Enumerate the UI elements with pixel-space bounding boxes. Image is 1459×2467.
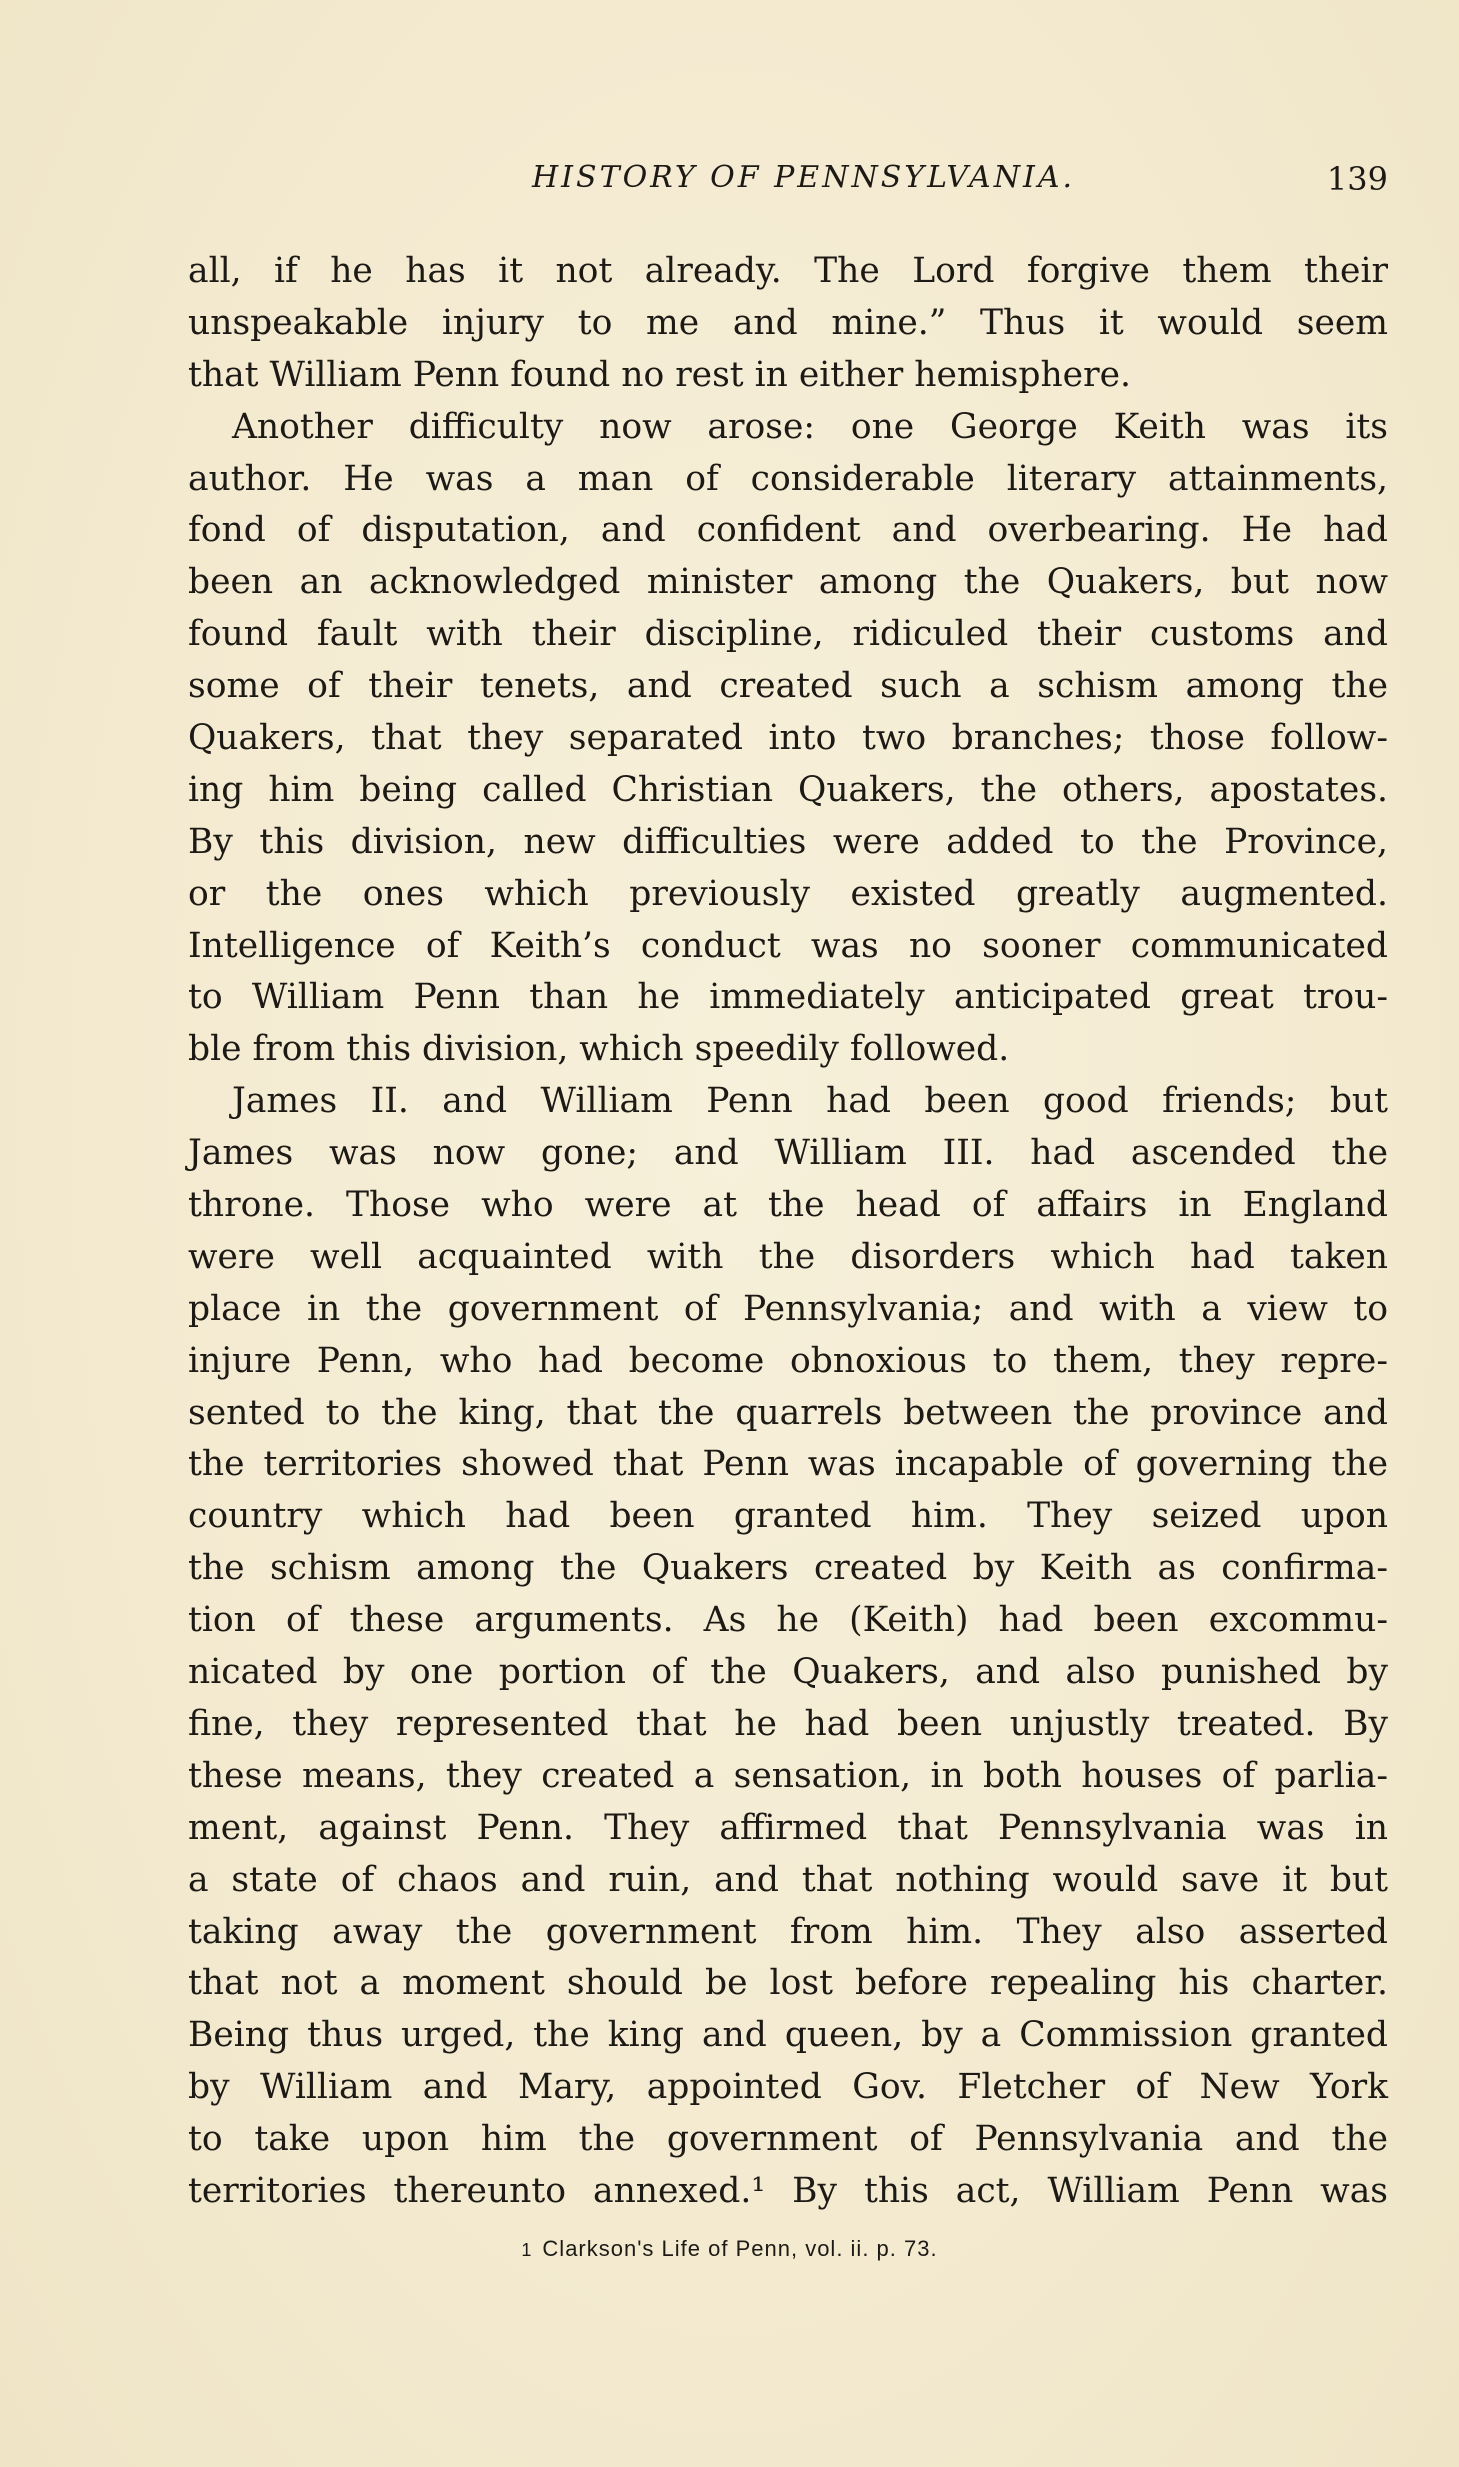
footnote: [0, 2236, 1459, 2262]
text-line: been an acknowledged minister among the Quakers, but now: [188, 562, 1388, 603]
text-line: the territories showed that Penn was incapable of governing the: [188, 1444, 1388, 1485]
text-line: some of their tenets, and created such a schism among the: [188, 666, 1388, 707]
text-line: tion of these arguments. As he (Keith) had been excommu-: [188, 1600, 1388, 1641]
text-line: Intelligence of Keith’s conduct was no sooner communicated: [188, 925, 1388, 966]
text-line: James was now gone; and William III. had ascended the: [188, 1133, 1388, 1174]
text-line: that William Penn found no rest in either hemisphere.: [188, 354, 1131, 395]
text-line: were well acquainted with the disorders which had taken: [188, 1236, 1388, 1277]
text-line: Quakers, that they separated into two branches; those follow-: [188, 718, 1388, 759]
text-line: ble from this division, which speedily followed.: [188, 1029, 1010, 1070]
text-line: the schism among the Quakers created by Keith as confirma-: [188, 1548, 1388, 1589]
page-number: 139: [1326, 160, 1388, 198]
text-line: sented to the king, that the quarrels between the province and: [188, 1392, 1388, 1433]
text-line: ment, against Penn. They affirmed that Pennsylvania was in: [188, 1807, 1388, 1848]
text-line: or the ones which previously existed greatly augmented.: [188, 873, 1388, 914]
text-line: by William and Mary, appointed Gov. Fletcher of New York: [188, 2067, 1388, 2108]
text-line: country which had been granted him. They seized upon: [188, 1496, 1388, 1537]
text-line: injure Penn, who had become obnoxious to them, they repre-: [188, 1340, 1388, 1381]
text-line: taking away the government from him. They also asserted: [188, 1911, 1388, 1952]
text-line: found fault with their discipline, ridiculed their customs and: [188, 614, 1388, 655]
text-line: author. He was a man of considerable literary attainments,: [188, 458, 1388, 499]
body-text: [188, 246, 1388, 2218]
text-line: By this division, new difficulties were added to the Province,: [188, 821, 1388, 862]
text-line: fine, they represented that he had been unjustly treated. By: [188, 1703, 1388, 1744]
footnote-marker: 1: [521, 2240, 533, 2260]
text-line: throne. Those who were at the head of affairs in England: [188, 1185, 1388, 1226]
text-line: James II. and William Penn had been good friends; but: [232, 1081, 1388, 1122]
text-line: unspeakable injury to me and mine.” Thus it would seem: [188, 302, 1388, 343]
text-line: Another difficulty now arose: one George Keith was its: [232, 406, 1388, 447]
text-line: these means, they created a sensation, in both houses of parlia-: [188, 1755, 1388, 1796]
text-line: place in the government of Pennsylvania; and with a view to: [188, 1288, 1388, 1329]
page-header: [188, 160, 1388, 210]
text-line: territories thereunto annexed.¹ By this act, William Penn was: [188, 2170, 1388, 2211]
text-line: ing him being called Christian Quakers, the others, apostates.: [188, 769, 1388, 810]
text-line: all, if he has it not already. The Lord forgive them their: [188, 251, 1388, 291]
text-line: to take upon him the government of Pennsylvania and the: [188, 2119, 1388, 2160]
text-line: Being thus urged, the king and queen, by a Commission granted: [188, 2015, 1388, 2056]
footnote-text: Clarkson's Life of Penn, vol. ii. p. 73.: [542, 2236, 938, 2261]
text-line: fond of disputation, and confident and overbearing. He had: [188, 510, 1388, 551]
text-line: nicated by one portion of the Quakers, and also punished by: [188, 1652, 1388, 1693]
text-line: a state of chaos and ruin, and that nothing would save it but: [188, 1859, 1388, 1900]
text-line: that not a moment should be lost before repealing his charter.: [188, 1963, 1388, 2004]
running-title: HISTORY OF PENNSYLVANIA.: [532, 160, 1076, 195]
text-line: to William Penn than he immediately anticipated great trou-: [188, 977, 1388, 1018]
